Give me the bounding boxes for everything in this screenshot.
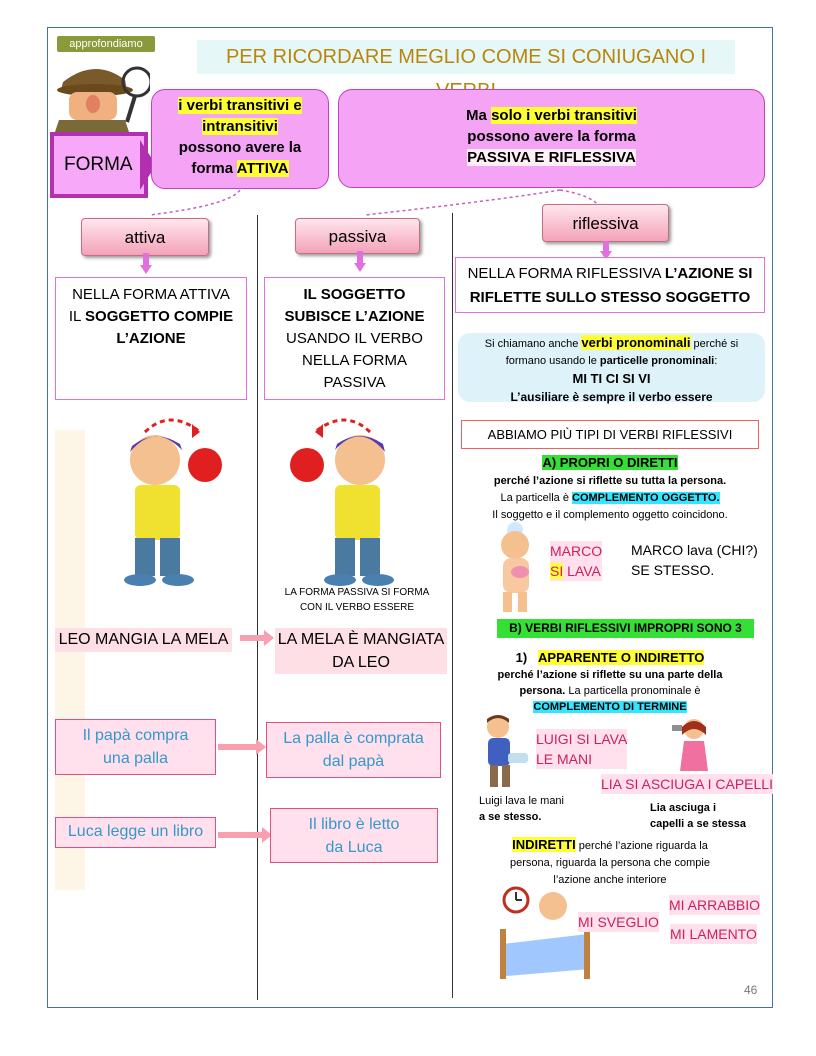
right-arrow-icon [218,737,268,757]
luigi-note: Luigi lava le mani a se stesso. [479,795,564,823]
example-luca: Luca legge un libro [55,817,216,848]
page-title: PER RICORDARE MEGLIO COME SI CONIUGANO I [197,40,735,74]
right-arrow-icon [240,628,276,648]
example-libro: Il libro è letto da Luca [270,808,438,863]
approfondiamo-badge: approfondiamo [57,36,155,52]
tag-attiva: attiva [81,218,209,256]
child-waking-up-illustration [498,884,593,984]
down-arrow-icon [354,251,366,273]
propri-section: A) PROPRI O DIRETTI perché l’azione si riflette su tutta la persona. La particella è COMPLEMENTO OGGETTO. Il soggetto e il complemento oggetto coincidono. [492,455,728,521]
tag-passiva: passiva [295,218,420,254]
lia-label: LIA SI ASCIUGA I CAPELLI [601,776,773,792]
girl-drying-hair-illustration [668,713,718,777]
child-bathing-illustration [485,520,545,615]
lia-note: Lia asciuga i capelli a se stessa [650,802,747,830]
marco-label: MARCO SI LAVA [550,543,603,579]
passiva-definition: IL SOGGETTO SUBISCE L’AZIONE USANDO IL VERBO NELLA FORMA PASSIVA [264,277,445,400]
forma-label: FORMA [50,132,148,198]
luigi-label: LUIGI SI LAVA LE MANI [536,731,628,767]
marco-example: MARCO lava (CHI?) SE STESSO. [631,542,758,578]
example-mela: LA MELA È MANGIATA DA LEO [275,628,447,674]
attiva-definition: NELLA FORMA ATTIVA IL SOGGETTO COMPIE L’AZIONE [55,277,247,400]
connector-lines [0,0,816,240]
tag-riflessiva: riflessiva [542,204,669,242]
right-arrow-icon [218,825,274,845]
arrabbio-label: MI ARRABBIO [669,897,761,913]
apparente-section: 1) APPARENTE O INDIRETTO perché l’azione si riflette su una parte della persona. La particella pronominale è COMPLEMENTO DI TERMINE [497,650,723,713]
transitive-intransitive-box: i verbi transitivi e intransitivi possono avere la forma ATTIVA [151,89,329,189]
impropri-title: B) VERBI RIFLESSIVI IMPROPRI SONO 3 [497,619,754,638]
column-divider [452,213,453,998]
boy-with-apple-illustration [285,410,415,590]
riflessiva-definition: NELLA FORMA RIFLESSIVA L’AZIONE SI RIFLETTE SULLO STESSO SOGGETTO [455,257,765,313]
example-palla: La palla è comprata dal papà [266,722,441,778]
example-leo: LEO MANGIA LA MELA [55,628,232,652]
lamento-label: MI LAMENTO [670,926,757,942]
down-arrow-icon [140,253,152,275]
indiretti-section: INDIRETTI perché l’azione riguarda la persona, riguarda la persona che compie l’azione anche interiore [510,837,710,886]
boy-eating-apple-illustration [100,410,230,590]
pronominali-box: Si chiamano anche verbi pronominali perché si formano usando le particelle pronominali: MI TI CI SI VI L’ausiliare è sempre il verbo essere [458,333,765,402]
passive-note: LA FORMA PASSIVA SI FORMA CON IL VERBO ESSERE [284,587,430,613]
sveglio-label: MI SVEGLIO [578,914,659,930]
only-transitive-box: Ma solo i verbi transitivi possono avere la forma PASSIVA E RIFLESSIVA [338,89,765,188]
page-number: 46 [744,983,758,997]
column-divider [257,215,258,1000]
example-papa: Il papà compra una palla [55,719,216,775]
boy-washing-hands-illustration [480,713,530,791]
tipi-riflessivi: ABBIAMO PIÙ TIPI DI VERBI RIFLESSIVI [461,420,759,449]
